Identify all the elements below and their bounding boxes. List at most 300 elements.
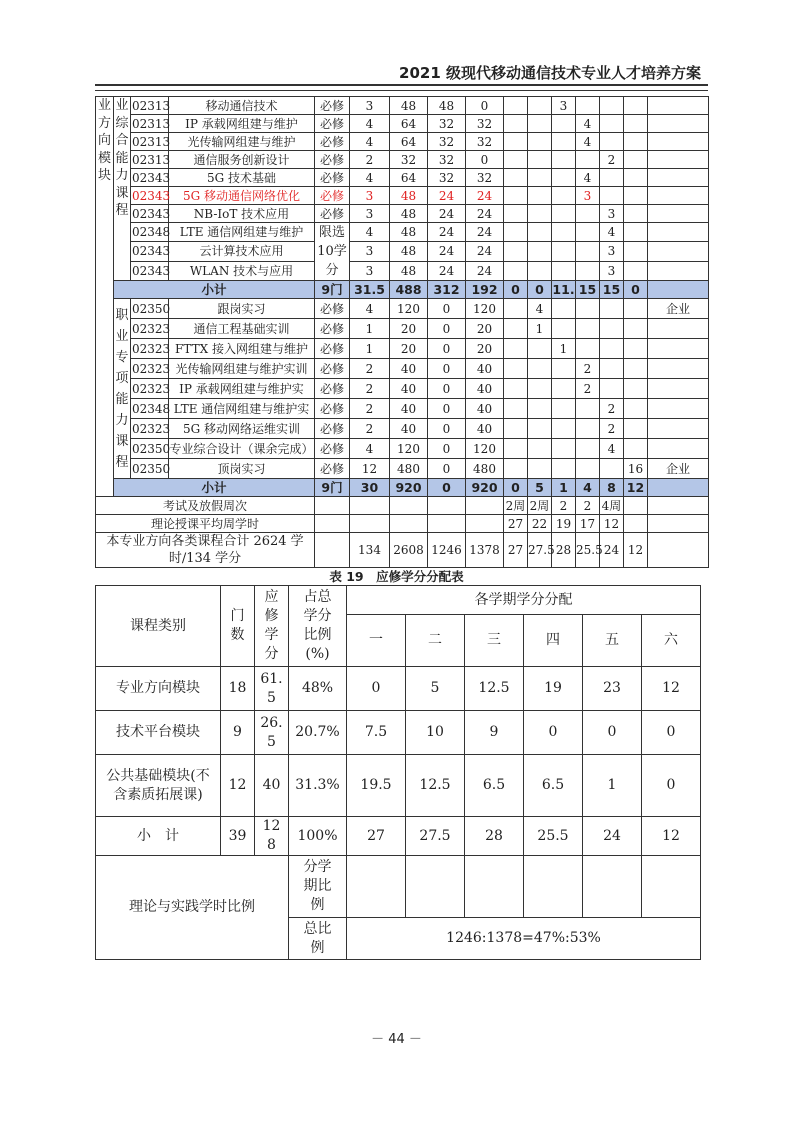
- semester-4-hours: 4: [576, 133, 600, 151]
- course-row: [96, 169, 709, 187]
- semester-4-hours: 3: [576, 187, 600, 205]
- course-name: 5G 移动通信网络优化: [169, 187, 315, 205]
- course-name: 光传输网组建与维护: [169, 133, 315, 151]
- empty-cell: [350, 497, 390, 515]
- course-row: [96, 299, 709, 319]
- per-semester-ratio-label: 分学期比例: [289, 856, 347, 918]
- subtotal-semester-4: 4: [576, 479, 600, 497]
- semester-5-total: 24: [600, 533, 624, 568]
- course-theory-hours: 0: [428, 379, 466, 399]
- semester-3-credits: 28: [465, 817, 524, 856]
- summary-label: 理论授课平均周学时: [96, 515, 315, 533]
- course-theory-hours: 24: [428, 187, 466, 205]
- semester-3-hours: [552, 299, 576, 319]
- semester-1-total: 27: [504, 533, 528, 568]
- empty-cell: [350, 515, 390, 533]
- semester-3-value: 2: [552, 497, 576, 515]
- semester-4-hours: [576, 459, 600, 479]
- semester-2-hours: [528, 223, 552, 242]
- semester-6-total: 12: [624, 533, 648, 568]
- total-hours: 2608: [390, 533, 428, 568]
- subtotal-practice-hours: 192: [466, 281, 504, 299]
- category-name: 专业方向模块: [96, 667, 221, 711]
- course-credit: 4: [350, 133, 390, 151]
- subtotal-hours: 920: [390, 479, 428, 497]
- course-note: [648, 151, 709, 169]
- course-theory-hours: 0: [428, 419, 466, 439]
- semester-2-hours: [528, 459, 552, 479]
- semester-1-hours: [504, 187, 528, 205]
- semester-6-value: [624, 515, 648, 533]
- subtotal-row: [96, 817, 701, 856]
- course-row: [96, 261, 709, 280]
- course-code: 02323: [131, 319, 169, 339]
- course-practice-hours: 120: [466, 439, 504, 459]
- semester-1-credits: 19.5: [347, 755, 406, 817]
- semester-1-hours: [504, 299, 528, 319]
- course-practice-hours: 40: [466, 359, 504, 379]
- course-practice-hours: 24: [466, 223, 504, 242]
- semester-1-hours: [504, 319, 528, 339]
- course-credit: 3: [350, 261, 390, 280]
- semester-1-hours: [504, 133, 528, 151]
- course-hours: 20: [390, 339, 428, 359]
- semester-4-hours: [576, 223, 600, 242]
- semester-5-hours: [600, 319, 624, 339]
- per-semester-ratio-value: [347, 856, 406, 918]
- course-name: 5G 技术基础: [169, 169, 315, 187]
- course-code: 02313: [132, 116, 171, 131]
- per-semester-ratio-value: [642, 856, 701, 918]
- empty-cell: [648, 515, 709, 533]
- required-credits: 61.5: [255, 667, 289, 711]
- course-hours: 20: [390, 319, 428, 339]
- semester-5-credits: 24: [583, 817, 642, 856]
- course-code: 02323: [131, 359, 169, 379]
- course-code: 02348: [131, 399, 169, 419]
- course-code: 02323: [131, 379, 169, 399]
- course-theory-hours: 32: [428, 133, 466, 151]
- course-type: 必修: [315, 359, 350, 379]
- course-practice-hours: 24: [466, 205, 504, 223]
- semester-6-hours: [624, 439, 648, 459]
- subtotal-label: 小计: [114, 281, 315, 299]
- semester-5-value: 4周: [600, 497, 624, 515]
- total-credit: 134: [350, 533, 390, 568]
- course-hours: 64: [390, 133, 428, 151]
- course-credit: 4: [350, 439, 390, 459]
- semester-4-total: 25.5: [576, 533, 600, 568]
- total-row: [96, 533, 709, 568]
- per-semester-ratio-value: [524, 856, 583, 918]
- semester-2-hours: [528, 205, 552, 223]
- empty-cell: [466, 497, 504, 515]
- subtotal-credit: 30: [350, 479, 390, 497]
- course-name: 光传输网组建与维护实训: [169, 359, 315, 379]
- course-credit: 3: [350, 242, 390, 261]
- semester-6-hours: [624, 133, 648, 151]
- semester-6-hours: [624, 261, 648, 280]
- semester-1-hours: [504, 205, 528, 223]
- course-hours: 48: [390, 97, 428, 115]
- semester-2-credits: 12.5: [406, 755, 465, 817]
- semester-5-credits: 0: [583, 711, 642, 755]
- semester-6-hours: [624, 187, 648, 205]
- course-code: 02343: [132, 170, 171, 185]
- semester-5-hours: 4: [600, 223, 624, 242]
- course-type: 必修: [315, 319, 350, 339]
- semester-2-hours: [528, 359, 552, 379]
- course-hours: 40: [390, 359, 428, 379]
- course-theory-hours: 0: [428, 319, 466, 339]
- course-theory-hours: 32: [428, 169, 466, 187]
- course-type: 必修: [315, 339, 350, 359]
- course-row: [96, 439, 709, 459]
- semester-1-hours: [504, 379, 528, 399]
- semester-6-hours: [624, 399, 648, 419]
- subtotal-semester-6: 12: [624, 479, 648, 497]
- course-code: 02343: [132, 206, 171, 221]
- empty-cell: [428, 497, 466, 515]
- semester-4-hours: [576, 439, 600, 459]
- semester-4-hours: [576, 261, 600, 280]
- course-practice-hours: 24: [466, 242, 504, 261]
- semester-2-hours: [528, 339, 552, 359]
- course-note: [648, 359, 709, 379]
- total-practice-hours: 1378: [466, 533, 504, 568]
- semester-5-hours: [600, 359, 624, 379]
- avg-weekly-hours-row: [96, 515, 709, 533]
- course-type: 必修: [315, 419, 350, 439]
- subtotal-label: 小计: [114, 479, 315, 497]
- course-type: 必修: [315, 205, 350, 223]
- course-code: 02350: [131, 459, 169, 479]
- semester-1-hours: [504, 242, 528, 261]
- course-group-label: 业综合能力课程: [114, 97, 131, 281]
- semester-4-hours: [576, 419, 600, 439]
- semester-2-hours: [528, 261, 552, 280]
- semester-6-hours: [624, 223, 648, 242]
- course-type: 必修: [315, 299, 350, 319]
- course-hours: 64: [390, 115, 428, 133]
- course-note: [648, 187, 709, 205]
- course-hours: 120: [390, 439, 428, 459]
- course-theory-hours: 0: [428, 299, 466, 319]
- course-row: [96, 319, 709, 339]
- course-practice-hours: 40: [466, 379, 504, 399]
- required-credits: 40: [255, 755, 289, 817]
- course-name: 云计算技术应用: [169, 242, 315, 261]
- course-name: FTTX 接入网组建与维护: [169, 339, 315, 359]
- category-name: 小 计: [96, 817, 221, 856]
- course-type: 必修: [315, 187, 350, 205]
- per-semester-ratio-value: [583, 856, 642, 918]
- header-ratio: 占总学分比例(%): [289, 586, 347, 667]
- course-theory-hours: 32: [428, 115, 466, 133]
- course-credit: 2: [350, 359, 390, 379]
- course-code: 02348: [131, 223, 169, 242]
- subtotal-semester-1: 0: [504, 479, 528, 497]
- semester-4-hours: [576, 399, 600, 419]
- course-hours: 40: [390, 419, 428, 439]
- table-caption: 表 19 应修学分分配表: [329, 569, 464, 584]
- course-note: [648, 379, 709, 399]
- semester-3-hours: [552, 133, 576, 151]
- course-code: 02313: [132, 134, 171, 149]
- credit-ratio: 100%: [289, 817, 347, 856]
- semester-4-credits: 6.5: [524, 755, 583, 817]
- subtotal-semester-2: 0: [528, 281, 552, 299]
- course-note: [648, 205, 709, 223]
- semester-2-hours: 1: [528, 319, 552, 339]
- semester-2-hours: [528, 115, 552, 133]
- course-type: 必修: [315, 97, 350, 115]
- header-credits: 应修学分: [255, 586, 289, 667]
- course-hours: 120: [390, 299, 428, 319]
- semester-1-hours: [504, 169, 528, 187]
- course-hours: 48: [390, 242, 428, 261]
- subtotal-semester-3: 1: [552, 479, 576, 497]
- semester-4-hours: [576, 205, 600, 223]
- semester-2-hours: [528, 169, 552, 187]
- semester-3-hours: [552, 261, 576, 280]
- empty-cell: [315, 533, 350, 568]
- credit-ratio: 48%: [289, 667, 347, 711]
- semester-6-credits: 0: [642, 711, 701, 755]
- course-row: [96, 151, 709, 169]
- semester-3-hours: [552, 187, 576, 205]
- course-practice-hours: 20: [466, 339, 504, 359]
- course-type: 必修: [315, 399, 350, 419]
- semester-2-hours: [528, 133, 552, 151]
- semester-3-hours: [552, 439, 576, 459]
- subtotal-theory-hours: 312: [428, 281, 466, 299]
- document-header-title: 2021 级现代移动通信技术专业人才培养方案: [399, 64, 701, 82]
- course-credit: 1: [350, 319, 390, 339]
- course-name: LTE 通信网组建与维护实: [169, 399, 315, 419]
- course-name: 移动通信技术: [169, 97, 315, 115]
- course-note: [648, 242, 709, 261]
- semester-5-hours: 3: [600, 261, 624, 280]
- empty-cell: [390, 515, 428, 533]
- course-code: 02343: [132, 188, 171, 203]
- semester-1-hours: [504, 223, 528, 242]
- semester-6-hours: [624, 379, 648, 399]
- semester-1-hours: [504, 115, 528, 133]
- semester-1-hours: [504, 359, 528, 379]
- course-row: [96, 419, 709, 439]
- course-code: 02343: [131, 242, 169, 261]
- course-credit: 4: [350, 115, 390, 133]
- subtotal-row: [96, 479, 709, 497]
- subtotal-semester-1: 0: [504, 281, 528, 299]
- course-credit: 2: [350, 419, 390, 439]
- course-row: [96, 242, 709, 261]
- semester-6-hours: [624, 97, 648, 115]
- course-credit: 3: [350, 97, 390, 115]
- header-count: 门数: [221, 586, 255, 667]
- course-theory-hours: 24: [428, 205, 466, 223]
- category-row: [96, 711, 701, 755]
- course-note: [648, 419, 709, 439]
- semester-5-hours: [600, 169, 624, 187]
- course-row: [96, 339, 709, 359]
- course-name: IP 承载网组建与维护实: [169, 379, 315, 399]
- semester-3-hours: [552, 242, 576, 261]
- category-row: [96, 755, 701, 817]
- semester-4-credits: 19: [524, 667, 583, 711]
- course-note: [648, 261, 709, 280]
- course-practice-hours: 0: [466, 97, 504, 115]
- semester-4-hours: [576, 97, 600, 115]
- semester-3-total: 28: [552, 533, 576, 568]
- semester-6-hours: [624, 319, 648, 339]
- course-hours: 32: [390, 151, 428, 169]
- semester-6-credits: 12: [642, 667, 701, 711]
- semester-6-value: [624, 497, 648, 515]
- semester-6-hours: [624, 419, 648, 439]
- semester-4-hours: 4: [576, 115, 600, 133]
- subtotal-semester-2: 5: [528, 479, 552, 497]
- course-note: [648, 399, 709, 419]
- semester-4-hours: 2: [576, 379, 600, 399]
- course-code: 02313: [132, 152, 171, 167]
- semester-1-hours: [504, 459, 528, 479]
- credit-allocation-table: [95, 585, 701, 960]
- subtotal-credit: 31.5: [350, 281, 390, 299]
- semester-4-hours: [576, 242, 600, 261]
- semester-2-hours: [528, 97, 552, 115]
- course-hours: 480: [390, 459, 428, 479]
- ratio-label: 理论与实践学时比例: [96, 856, 289, 960]
- semester-3-hours: [552, 169, 576, 187]
- header-semester-3: 三: [465, 615, 524, 667]
- credit-ratio: 31.3%: [289, 755, 347, 817]
- semester-3-hours: [552, 223, 576, 242]
- semester-6-hours: 16: [624, 459, 648, 479]
- semester-1-hours: [504, 151, 528, 169]
- empty-cell: [648, 497, 709, 515]
- semester-3-hours: [552, 379, 576, 399]
- empty-cell: [315, 497, 350, 515]
- summary-label: 考试及放假周次: [96, 497, 315, 515]
- subtotal-note: [648, 281, 709, 299]
- subtotal-semester-6: 0: [624, 281, 648, 299]
- semester-6-credits: 0: [642, 755, 701, 817]
- course-code: 02313: [132, 98, 171, 113]
- semester-4-value: 17: [576, 515, 600, 533]
- semester-3-hours: [552, 419, 576, 439]
- semester-5-hours: [600, 97, 624, 115]
- semester-5-hours: [600, 115, 624, 133]
- course-note: [648, 223, 709, 242]
- semester-2-hours: [528, 242, 552, 261]
- exam-vacation-weeks-row: [96, 497, 709, 515]
- course-theory-hours: 32: [428, 151, 466, 169]
- empty-cell: [390, 497, 428, 515]
- course-practice-hours: 32: [466, 133, 504, 151]
- semester-1-hours: [504, 439, 528, 459]
- course-theory-hours: 0: [428, 399, 466, 419]
- semester-2-hours: [528, 399, 552, 419]
- course-practice-hours: 40: [466, 419, 504, 439]
- empty-cell: [466, 515, 504, 533]
- semester-4-hours: [576, 299, 600, 319]
- course-practice-hours: 24: [466, 261, 504, 280]
- course-credit: 3: [350, 187, 390, 205]
- course-credit: 4: [350, 169, 390, 187]
- course-row: [96, 359, 709, 379]
- course-practice-hours: 120: [466, 299, 504, 319]
- course-type: 必修: [315, 133, 350, 151]
- semester-4-hours: [576, 339, 600, 359]
- subtotal-practice-hours: 920: [466, 479, 504, 497]
- course-plan-table: [95, 96, 709, 568]
- header-semester-1: 一: [347, 615, 406, 667]
- header-semester-group: 各学期学分分配: [347, 586, 701, 615]
- course-type: 必修: [315, 459, 350, 479]
- empty-cell: [428, 515, 466, 533]
- course-note: 企业: [648, 299, 709, 319]
- course-theory-hours: 0: [428, 339, 466, 359]
- course-type: 必修: [315, 115, 350, 133]
- course-credit: 2: [350, 399, 390, 419]
- subtotal-count: 9门: [315, 479, 350, 497]
- course-theory-hours: 24: [428, 223, 466, 242]
- subtotal-semester-5: 15: [600, 281, 624, 299]
- course-practice-hours: 480: [466, 459, 504, 479]
- course-note: [648, 97, 709, 115]
- course-count: 18: [221, 667, 255, 711]
- subtotal-semester-5: 8: [600, 479, 624, 497]
- course-note: [648, 115, 709, 133]
- course-hours: 40: [390, 399, 428, 419]
- semester-4-hours: 2: [576, 359, 600, 379]
- page-number: － 44 －: [371, 1032, 422, 1047]
- semester-1-hours: [504, 261, 528, 280]
- category-row: [96, 667, 701, 711]
- course-hours: 48: [390, 187, 428, 205]
- semester-2-credits: 5: [406, 667, 465, 711]
- course-type: 必修: [315, 439, 350, 459]
- semester-3-credits: 6.5: [465, 755, 524, 817]
- course-theory-hours: 24: [428, 261, 466, 280]
- empty-cell: [648, 533, 709, 568]
- course-credit: 1: [350, 339, 390, 359]
- course-code: 02323: [131, 419, 169, 439]
- total-ratio-label: 总比例: [289, 918, 347, 960]
- course-hours: 48: [390, 205, 428, 223]
- category-name: 技术平台模块: [96, 711, 221, 755]
- course-name: IP 承载网组建与维护: [169, 115, 315, 133]
- course-note: [648, 319, 709, 339]
- course-theory-hours: 48: [428, 97, 466, 115]
- semester-6-hours: [624, 299, 648, 319]
- course-credit: 2: [350, 151, 390, 169]
- required-credits: 128: [255, 817, 289, 856]
- course-row: [96, 459, 709, 479]
- semester-1-value: 27: [504, 515, 528, 533]
- semester-1-credits: 0: [347, 667, 406, 711]
- course-name: NB-IoT 技术应用: [169, 205, 315, 223]
- course-code: 02323: [131, 339, 169, 359]
- subtotal-note: [648, 479, 709, 497]
- semester-2-hours: [528, 187, 552, 205]
- course-count: 9: [221, 711, 255, 755]
- semester-5-hours: 4: [600, 439, 624, 459]
- course-name: LTE 通信网组建与维护: [169, 223, 315, 242]
- per-semester-ratio-value: [465, 856, 524, 918]
